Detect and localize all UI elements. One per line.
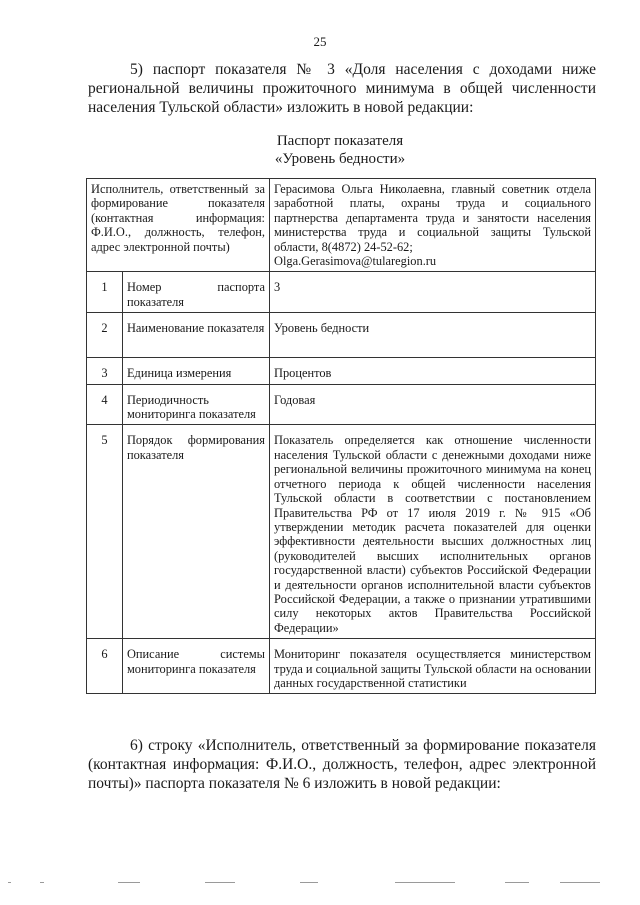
row-value: Уровень бедности — [270, 313, 596, 358]
row-label: Периодичность мониторинга показателя — [122, 384, 269, 425]
table-row — [87, 384, 596, 425]
row-label: Описание системы мониторинга показателя — [122, 639, 269, 694]
row-value: Процентов — [270, 358, 596, 384]
passport-title-line2: «Уровень бедности» — [274, 151, 406, 167]
passport-title-line1: Паспорт показателя — [276, 133, 404, 149]
table-row — [87, 313, 596, 358]
table-row — [87, 425, 596, 639]
executor-value: Герасимова Ольга Николаевна, главный советник отдела заработной платы, охраны труда и социального партнерства департамента труда и занятости населения министерства труда и социальной защиты Тульской области, 8(4872) 24-52-62; — [274, 182, 591, 254]
row-number: 4 — [87, 384, 123, 425]
row-value: Годовая — [270, 384, 596, 425]
scan-noise-decoration — [0, 880, 640, 884]
row-number: 1 — [87, 272, 123, 313]
row-number: 5 — [87, 425, 123, 639]
table-row — [87, 639, 596, 694]
row-value: Мониторинг показателя осуществляется министерством труда и социальной защиты Тульской области на основании данных государственной статистики — [270, 639, 596, 694]
executor-label-cell — [87, 179, 270, 272]
intro-paragraph: 5) паспорт показателя № 3 «Доля населения с доходами ниже региональной величины прожиточного минимума в общей численности населения Тульской области» изложить в новой редакции: — [88, 61, 596, 116]
executor-email: Olga.Gerasimova@tularegion.ru — [274, 254, 437, 269]
row-value: 3 — [270, 272, 596, 313]
row-value: Показатель определяется как отношение численности населения Тульской области с денежными доходами ниже региональной величины прожиточного минимума на конец отчетного периода к общей численности населения Тульской области в соответствии с постановлением Правительства РФ от 17 июля 2019 г. № 915 «Об утверждении методик расчета показателей для оценки эффективности деятельности высших должностных лиц (руководителей высших исполнительных органов государственной власти) субъектов Российской Федерации и деятельности органов исполнительной власти субъектов Российской Федерации, а также о признании утратившими силу некоторых актов Правительства Российской Федерации» — [270, 425, 596, 639]
page-number: 25 — [313, 34, 327, 49]
row-label: Единица измерения — [122, 358, 269, 384]
passport-title — [0, 132, 640, 168]
row-number: 6 — [87, 639, 123, 694]
executor-label: Исполнитель, ответственный за формирование показателя (контактная информация: Ф.И.О., должность, телефон, адрес электронной почты) — [91, 182, 265, 254]
closing-paragraph: 6) строку «Исполнитель, ответственный за формирование показателя (контактная информация: Ф.И.О., должность, телефон, адрес электронной почты)» паспорта показателя № 6 изложить в новой редакции: — [88, 737, 596, 792]
passport-table — [86, 178, 596, 694]
row-number: 3 — [87, 358, 123, 384]
table-row-executor — [87, 179, 596, 272]
row-label: Номер паспорта показателя — [122, 272, 269, 313]
executor-value-cell — [270, 179, 596, 272]
row-number: 2 — [87, 313, 123, 358]
row-label: Наименование показателя — [122, 313, 269, 358]
table-row — [87, 272, 596, 313]
row-label: Порядок формирования показателя — [122, 425, 269, 639]
table-row — [87, 358, 596, 384]
